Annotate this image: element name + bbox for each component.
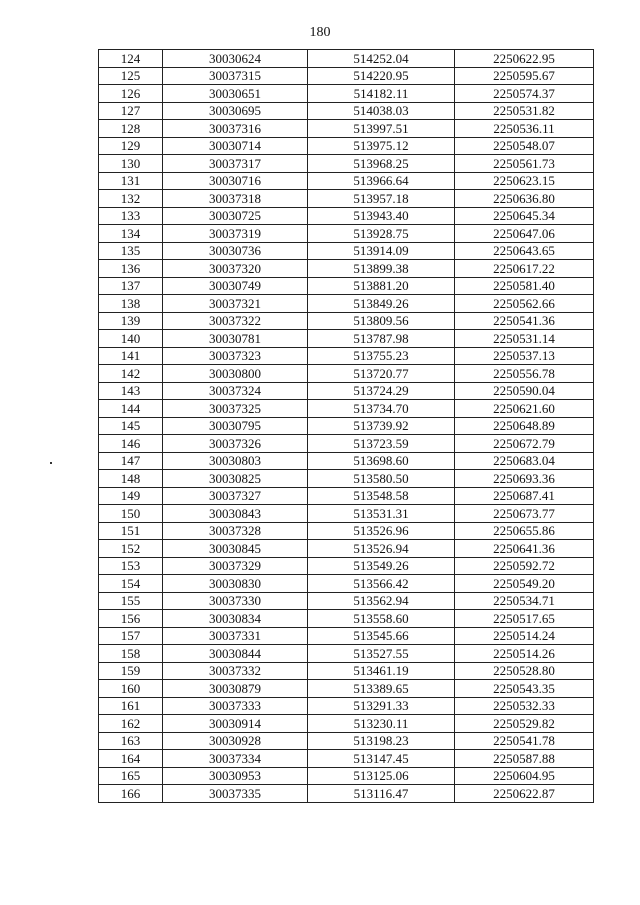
x-coordinate-cell: 514220.95 — [308, 67, 455, 85]
point-index-cell: 139 — [99, 312, 163, 330]
table-row — [99, 347, 594, 365]
point-id-cell: 30030843 — [163, 505, 308, 523]
point-index-cell: 128 — [99, 120, 163, 138]
y-coordinate-cell: 2250534.71 — [455, 592, 594, 610]
x-coordinate-cell: 513580.50 — [308, 470, 455, 488]
point-index-cell: 155 — [99, 592, 163, 610]
table-row — [99, 767, 594, 785]
table-row — [99, 715, 594, 733]
y-coordinate-cell: 2250648.89 — [455, 417, 594, 435]
y-coordinate-cell: 2250622.95 — [455, 50, 594, 68]
point-index-cell: 140 — [99, 330, 163, 348]
point-id-cell: 30037332 — [163, 662, 308, 680]
x-coordinate-cell: 513966.64 — [308, 172, 455, 190]
x-coordinate-cell: 514038.03 — [308, 102, 455, 120]
point-id-cell: 30030879 — [163, 680, 308, 698]
point-index-cell: 159 — [99, 662, 163, 680]
table-row — [99, 487, 594, 505]
point-id-cell: 30037319 — [163, 225, 308, 243]
point-index-cell: 134 — [99, 225, 163, 243]
y-coordinate-cell: 2250647.06 — [455, 225, 594, 243]
point-index-cell: 124 — [99, 50, 163, 68]
table-row — [99, 207, 594, 225]
x-coordinate-cell: 513526.94 — [308, 540, 455, 558]
table-row — [99, 365, 594, 383]
point-index-cell: 148 — [99, 470, 163, 488]
table-row — [99, 540, 594, 558]
y-coordinate-cell: 2250548.07 — [455, 137, 594, 155]
point-id-cell: 30030725 — [163, 207, 308, 225]
table-row — [99, 50, 594, 68]
point-id-cell: 30030624 — [163, 50, 308, 68]
table-row — [99, 225, 594, 243]
table-row — [99, 627, 594, 645]
y-coordinate-cell: 2250643.65 — [455, 242, 594, 260]
point-id-cell: 30030844 — [163, 645, 308, 663]
point-index-cell: 154 — [99, 575, 163, 593]
y-coordinate-cell: 2250604.95 — [455, 767, 594, 785]
table-row — [99, 470, 594, 488]
x-coordinate-cell: 513291.33 — [308, 697, 455, 715]
x-coordinate-cell: 513734.70 — [308, 400, 455, 418]
x-coordinate-cell: 513531.31 — [308, 505, 455, 523]
table-row — [99, 277, 594, 295]
point-id-cell: 30030928 — [163, 732, 308, 750]
table-row — [99, 557, 594, 575]
point-index-cell: 163 — [99, 732, 163, 750]
x-coordinate-cell: 513549.26 — [308, 557, 455, 575]
x-coordinate-cell: 514252.04 — [308, 50, 455, 68]
point-index-cell: 125 — [99, 67, 163, 85]
x-coordinate-cell: 513147.45 — [308, 750, 455, 768]
x-coordinate-cell: 513943.40 — [308, 207, 455, 225]
x-coordinate-cell: 513558.60 — [308, 610, 455, 628]
point-index-cell: 141 — [99, 347, 163, 365]
x-coordinate-cell: 513724.29 — [308, 382, 455, 400]
x-coordinate-cell: 513957.18 — [308, 190, 455, 208]
y-coordinate-cell: 2250549.20 — [455, 575, 594, 593]
x-coordinate-cell: 513975.12 — [308, 137, 455, 155]
x-coordinate-cell: 513968.25 — [308, 155, 455, 173]
point-index-cell: 151 — [99, 522, 163, 540]
table-row — [99, 592, 594, 610]
x-coordinate-cell: 513787.98 — [308, 330, 455, 348]
point-index-cell: 156 — [99, 610, 163, 628]
point-id-cell: 30037323 — [163, 347, 308, 365]
point-id-cell: 30030716 — [163, 172, 308, 190]
point-id-cell: 30030830 — [163, 575, 308, 593]
table-row — [99, 785, 594, 803]
point-id-cell: 30030953 — [163, 767, 308, 785]
point-index-cell: 136 — [99, 260, 163, 278]
table-row — [99, 610, 594, 628]
page-number: 180 — [309, 25, 331, 40]
point-index-cell: 164 — [99, 750, 163, 768]
point-id-cell: 30030845 — [163, 540, 308, 558]
point-id-cell: 30030800 — [163, 365, 308, 383]
point-id-cell: 30030795 — [163, 417, 308, 435]
table-row — [99, 522, 594, 540]
x-coordinate-cell: 513566.42 — [308, 575, 455, 593]
point-index-cell: 165 — [99, 767, 163, 785]
y-coordinate-cell: 2250541.36 — [455, 312, 594, 330]
table-row — [99, 697, 594, 715]
table-row — [99, 505, 594, 523]
point-id-cell: 30037329 — [163, 557, 308, 575]
point-id-cell: 30037324 — [163, 382, 308, 400]
table-row — [99, 732, 594, 750]
y-coordinate-cell: 2250537.13 — [455, 347, 594, 365]
point-index-cell: 149 — [99, 487, 163, 505]
x-coordinate-cell: 513230.11 — [308, 715, 455, 733]
point-id-cell: 30037333 — [163, 697, 308, 715]
point-index-cell: 160 — [99, 680, 163, 698]
y-coordinate-cell: 2250683.04 — [455, 452, 594, 470]
table-row — [99, 680, 594, 698]
point-index-cell: 161 — [99, 697, 163, 715]
table-row — [99, 400, 594, 418]
x-coordinate-cell: 513997.51 — [308, 120, 455, 138]
point-index-cell: 166 — [99, 785, 163, 803]
x-coordinate-cell: 513545.66 — [308, 627, 455, 645]
table-row — [99, 242, 594, 260]
point-id-cell: 30037331 — [163, 627, 308, 645]
point-index-cell: 150 — [99, 505, 163, 523]
point-id-cell: 30037326 — [163, 435, 308, 453]
point-id-cell: 30030714 — [163, 137, 308, 155]
point-id-cell: 30037327 — [163, 487, 308, 505]
point-id-cell: 30030834 — [163, 610, 308, 628]
y-coordinate-cell: 2250536.11 — [455, 120, 594, 138]
coordinate-table — [98, 49, 594, 803]
y-coordinate-cell: 2250636.80 — [455, 190, 594, 208]
point-id-cell: 30037317 — [163, 155, 308, 173]
point-id-cell: 30030781 — [163, 330, 308, 348]
scan-speck — [50, 462, 52, 464]
x-coordinate-cell: 513116.47 — [308, 785, 455, 803]
point-index-cell: 145 — [99, 417, 163, 435]
point-index-cell: 132 — [99, 190, 163, 208]
point-id-cell: 30037325 — [163, 400, 308, 418]
y-coordinate-cell: 2250590.04 — [455, 382, 594, 400]
table-row — [99, 452, 594, 470]
point-index-cell: 133 — [99, 207, 163, 225]
y-coordinate-cell: 2250574.37 — [455, 85, 594, 103]
table-body — [99, 50, 594, 803]
y-coordinate-cell: 2250514.24 — [455, 627, 594, 645]
point-id-cell: 30037330 — [163, 592, 308, 610]
y-coordinate-cell: 2250621.60 — [455, 400, 594, 418]
point-index-cell: 135 — [99, 242, 163, 260]
table-row — [99, 330, 594, 348]
table-row — [99, 190, 594, 208]
y-coordinate-cell: 2250556.78 — [455, 365, 594, 383]
x-coordinate-cell: 513739.92 — [308, 417, 455, 435]
x-coordinate-cell: 513928.75 — [308, 225, 455, 243]
y-coordinate-cell: 2250531.82 — [455, 102, 594, 120]
table-row — [99, 120, 594, 138]
point-id-cell: 30030695 — [163, 102, 308, 120]
x-coordinate-cell: 513527.55 — [308, 645, 455, 663]
table-row — [99, 382, 594, 400]
table-row — [99, 137, 594, 155]
point-id-cell: 30030736 — [163, 242, 308, 260]
point-index-cell: 130 — [99, 155, 163, 173]
point-index-cell: 137 — [99, 277, 163, 295]
y-coordinate-cell: 2250529.82 — [455, 715, 594, 733]
x-coordinate-cell: 513809.56 — [308, 312, 455, 330]
point-id-cell: 30037320 — [163, 260, 308, 278]
point-id-cell: 30030914 — [163, 715, 308, 733]
point-id-cell: 30037334 — [163, 750, 308, 768]
x-coordinate-cell: 513720.77 — [308, 365, 455, 383]
y-coordinate-cell: 2250541.78 — [455, 732, 594, 750]
table-row — [99, 295, 594, 313]
y-coordinate-cell: 2250543.35 — [455, 680, 594, 698]
y-coordinate-cell: 2250645.34 — [455, 207, 594, 225]
table-row — [99, 417, 594, 435]
y-coordinate-cell: 2250531.14 — [455, 330, 594, 348]
point-id-cell: 30037322 — [163, 312, 308, 330]
point-id-cell: 30030803 — [163, 452, 308, 470]
table-row — [99, 67, 594, 85]
point-index-cell: 147 — [99, 452, 163, 470]
x-coordinate-cell: 513914.09 — [308, 242, 455, 260]
table-row — [99, 172, 594, 190]
y-coordinate-cell: 2250528.80 — [455, 662, 594, 680]
y-coordinate-cell: 2250532.33 — [455, 697, 594, 715]
point-index-cell: 157 — [99, 627, 163, 645]
y-coordinate-cell: 2250562.66 — [455, 295, 594, 313]
x-coordinate-cell: 513526.96 — [308, 522, 455, 540]
y-coordinate-cell: 2250655.86 — [455, 522, 594, 540]
y-coordinate-cell: 2250517.65 — [455, 610, 594, 628]
x-coordinate-cell: 513755.23 — [308, 347, 455, 365]
x-coordinate-cell: 513562.94 — [308, 592, 455, 610]
point-id-cell: 30037318 — [163, 190, 308, 208]
x-coordinate-cell: 513899.38 — [308, 260, 455, 278]
y-coordinate-cell: 2250581.40 — [455, 277, 594, 295]
y-coordinate-cell: 2250623.15 — [455, 172, 594, 190]
y-coordinate-cell: 2250587.88 — [455, 750, 594, 768]
point-index-cell: 129 — [99, 137, 163, 155]
table-row — [99, 750, 594, 768]
x-coordinate-cell: 514182.11 — [308, 85, 455, 103]
point-index-cell: 127 — [99, 102, 163, 120]
table-row — [99, 575, 594, 593]
table-row — [99, 260, 594, 278]
point-index-cell: 158 — [99, 645, 163, 663]
point-index-cell: 152 — [99, 540, 163, 558]
y-coordinate-cell: 2250592.72 — [455, 557, 594, 575]
x-coordinate-cell: 513881.20 — [308, 277, 455, 295]
y-coordinate-cell: 2250693.36 — [455, 470, 594, 488]
x-coordinate-cell: 513198.23 — [308, 732, 455, 750]
y-coordinate-cell: 2250622.87 — [455, 785, 594, 803]
x-coordinate-cell: 513125.06 — [308, 767, 455, 785]
x-coordinate-cell: 513548.58 — [308, 487, 455, 505]
table-row — [99, 85, 594, 103]
y-coordinate-cell: 2250617.22 — [455, 260, 594, 278]
point-index-cell: 142 — [99, 365, 163, 383]
point-id-cell: 30030651 — [163, 85, 308, 103]
point-index-cell: 162 — [99, 715, 163, 733]
point-index-cell: 144 — [99, 400, 163, 418]
y-coordinate-cell: 2250595.67 — [455, 67, 594, 85]
y-coordinate-cell: 2250673.77 — [455, 505, 594, 523]
y-coordinate-cell: 2250561.73 — [455, 155, 594, 173]
x-coordinate-cell: 513723.59 — [308, 435, 455, 453]
x-coordinate-cell: 513461.19 — [308, 662, 455, 680]
x-coordinate-cell: 513849.26 — [308, 295, 455, 313]
point-id-cell: 30037328 — [163, 522, 308, 540]
table-row — [99, 662, 594, 680]
x-coordinate-cell: 513389.65 — [308, 680, 455, 698]
table-row — [99, 435, 594, 453]
point-index-cell: 143 — [99, 382, 163, 400]
x-coordinate-cell: 513698.60 — [308, 452, 455, 470]
table-row — [99, 312, 594, 330]
point-id-cell: 30030825 — [163, 470, 308, 488]
y-coordinate-cell: 2250514.26 — [455, 645, 594, 663]
table-row — [99, 155, 594, 173]
point-id-cell: 30037335 — [163, 785, 308, 803]
table-row — [99, 645, 594, 663]
point-index-cell: 153 — [99, 557, 163, 575]
table-row — [99, 102, 594, 120]
y-coordinate-cell: 2250687.41 — [455, 487, 594, 505]
point-id-cell: 30037316 — [163, 120, 308, 138]
point-id-cell: 30037315 — [163, 67, 308, 85]
point-index-cell: 131 — [99, 172, 163, 190]
y-coordinate-cell: 2250641.36 — [455, 540, 594, 558]
point-id-cell: 30030749 — [163, 277, 308, 295]
point-id-cell: 30037321 — [163, 295, 308, 313]
point-index-cell: 138 — [99, 295, 163, 313]
point-index-cell: 126 — [99, 85, 163, 103]
y-coordinate-cell: 2250672.79 — [455, 435, 594, 453]
point-index-cell: 146 — [99, 435, 163, 453]
